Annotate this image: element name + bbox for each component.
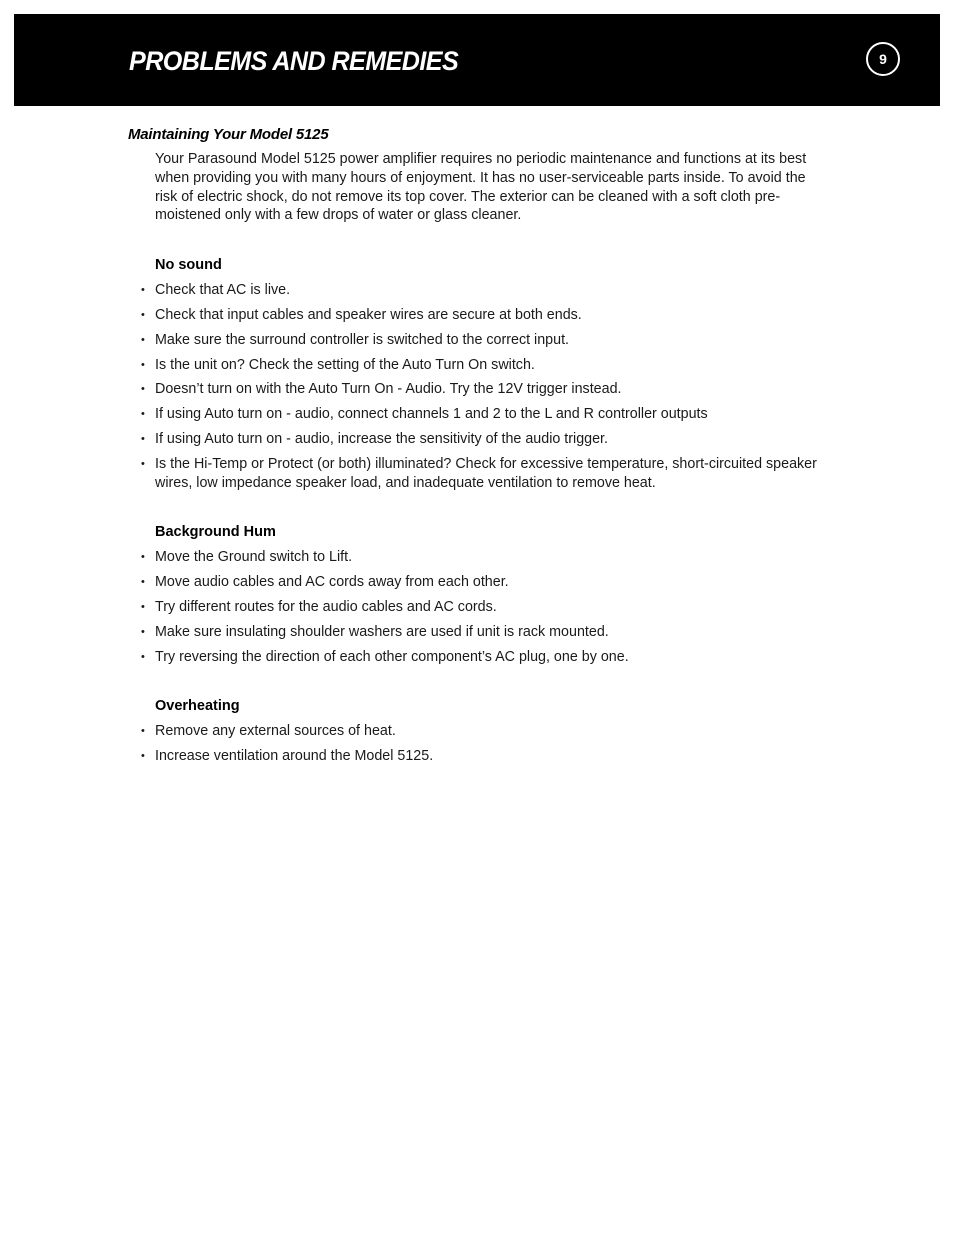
- list-item-text: Increase ventilation around the Model 5125.: [155, 748, 434, 765]
- list-item: [141, 405, 817, 424]
- section-heading: No sound: [155, 257, 222, 274]
- bullet-icon: •: [141, 725, 145, 738]
- list-item-text: Try reversing the direction of each other component’s AC plug, one by one.: [155, 648, 629, 665]
- bullet-icon: •: [141, 308, 145, 321]
- bullet-icon: •: [141, 284, 145, 297]
- bullet-icon: •: [141, 576, 145, 589]
- bullet-list: [128, 722, 828, 766]
- section-no-sound: [128, 256, 828, 492]
- list-item-text: Move the Ground switch to Lift.: [155, 549, 353, 566]
- bullet-icon: •: [141, 358, 145, 371]
- bullet-icon: •: [141, 750, 145, 763]
- list-item-text: Is the unit on? Check the setting of the Auto Turn On switch.: [155, 356, 535, 373]
- list-item: [141, 573, 817, 592]
- page-content: [128, 125, 828, 772]
- list-item-text: Is the Hi-Temp or Protect (or both) illuminated? Check for excessive temperature, short-circuited speaker wires, low impedance speaker load, and inadequate ventilation to remove heat.: [155, 455, 817, 491]
- list-item: [141, 281, 817, 300]
- list-item-text: Check that AC is live.: [155, 282, 291, 299]
- bullet-icon: •: [141, 383, 145, 396]
- list-item: [141, 598, 817, 617]
- list-item-text: Move audio cables and AC cords away from each other.: [155, 574, 509, 591]
- list-item-text: Remove any external sources of heat.: [155, 723, 396, 740]
- list-item: [141, 648, 817, 667]
- section-heading: Overheating: [155, 698, 240, 715]
- bullet-icon: •: [141, 408, 145, 421]
- bullet-list: [128, 281, 828, 492]
- maintenance-paragraph: Your Parasound Model 5125 power amplifier requires no periodic maintenance and functions at its best when providing you with many hours of enjoyment. It has no user-serviceable parts inside. To avoid the risk of electric shock, do not remove its top cover. The exterior can be cleaned with a soft cloth pre-moistened only with a few drops of water or glass cleaner.: [155, 151, 807, 224]
- header-bar: [14, 14, 940, 106]
- list-item: [141, 722, 817, 741]
- list-item-text: If using Auto turn on - audio, increase the sensitivity of the audio trigger.: [155, 430, 609, 447]
- bullet-icon: •: [141, 432, 145, 445]
- section-background-hum: [128, 523, 828, 666]
- bullet-icon: •: [141, 333, 145, 346]
- list-item: [141, 430, 817, 449]
- list-item-text: If using Auto turn on - audio, connect channels 1 and 2 to the L and R controller outputs: [155, 406, 708, 423]
- list-item: [141, 356, 817, 375]
- list-item-text: Try different routes for the audio cables and AC cords.: [155, 598, 497, 615]
- list-item: [141, 548, 817, 567]
- bullet-icon: •: [141, 600, 145, 613]
- maintenance-heading: Maintaining Your Model 5125: [128, 126, 329, 143]
- list-item-text: Make sure the surround controller is switched to the correct input.: [155, 331, 570, 348]
- list-item-text: Doesn’t turn on with the Auto Turn On - Audio. Try the 12V trigger instead.: [155, 381, 622, 398]
- section-overheating: [128, 697, 828, 766]
- list-item: [141, 623, 817, 642]
- bullet-list: [128, 548, 828, 666]
- list-item: [141, 306, 817, 325]
- bullet-icon: •: [141, 551, 145, 564]
- list-item-text: Make sure insulating shoulder washers are used if unit is rack mounted.: [155, 623, 609, 640]
- list-item: [141, 747, 817, 766]
- section-heading: Background Hum: [155, 524, 276, 541]
- list-item: [141, 380, 817, 399]
- list-item: [141, 455, 817, 493]
- bullet-icon: •: [141, 650, 145, 663]
- bullet-icon: •: [141, 457, 145, 470]
- list-item-text: Check that input cables and speaker wires are secure at both ends.: [155, 306, 582, 323]
- page-number-badge: 9: [866, 42, 900, 76]
- list-item: [141, 331, 817, 350]
- bullet-icon: •: [141, 625, 145, 638]
- page-title: PROBLEMS AND REMEDIES: [129, 46, 459, 76]
